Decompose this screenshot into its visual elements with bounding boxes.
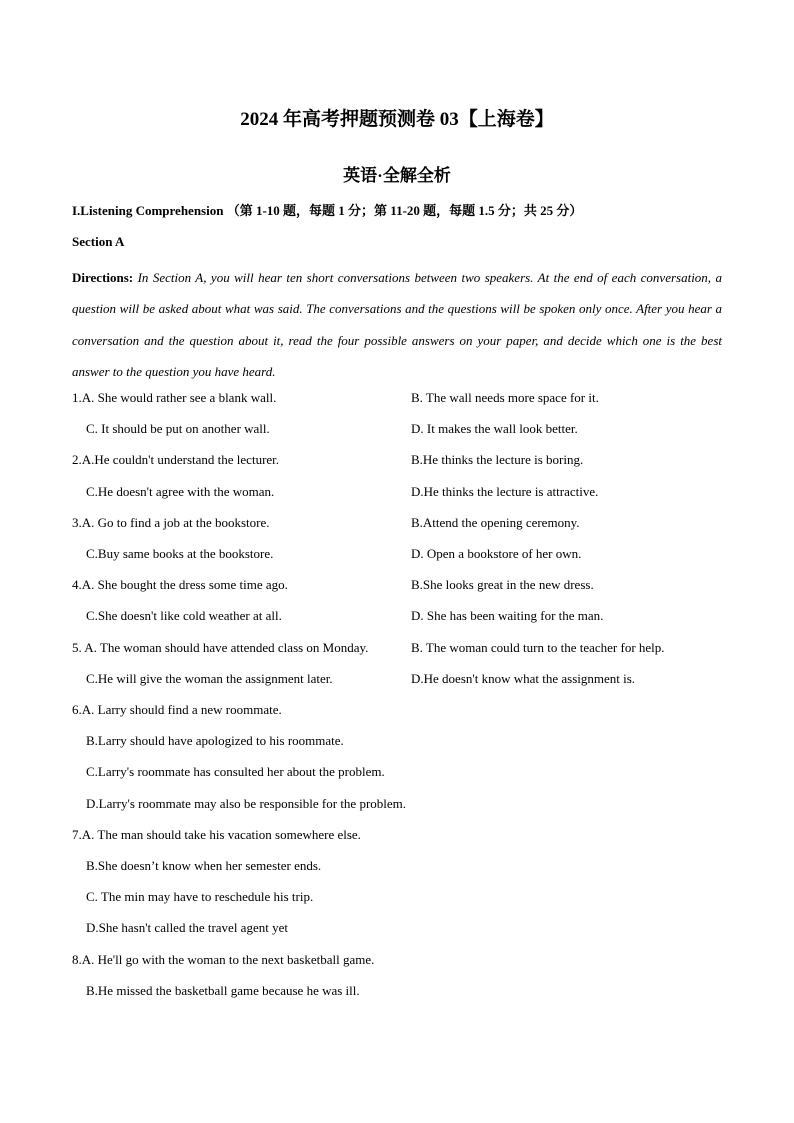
question-2-row-1 xyxy=(72,450,722,470)
document-title: 2024 年高考押题预测卷 03【上海卷】 xyxy=(240,109,554,130)
q7-option-c: C. The min may have to reschedule his trip. xyxy=(86,889,314,904)
question-2-row-2 xyxy=(72,482,722,502)
question-4-row-2 xyxy=(72,606,722,626)
question-6-option-d-row xyxy=(72,794,722,814)
question-3-row-1 xyxy=(72,513,722,533)
q5-option-a: 5. A. The woman should have attended class on Monday. xyxy=(72,640,369,655)
q4-option-d: D. She has been waiting for the man. xyxy=(411,608,604,623)
q1-option-a: 1.A. She would rather see a blank wall. xyxy=(72,390,277,405)
q5-option-d: D.He doesn't know what the assignment is. xyxy=(411,671,636,686)
q2-option-c: C.He doesn't agree with the woman. xyxy=(86,484,275,499)
question-8-option-a-row xyxy=(72,950,722,970)
q3-option-b: B.Attend the opening ceremony. xyxy=(411,515,580,530)
document-subtitle: 英语·全解全析 xyxy=(343,166,451,185)
question-3-row-2 xyxy=(72,544,722,564)
question-4-row-1 xyxy=(72,575,722,595)
question-1-row-1 xyxy=(72,388,722,408)
directions-paragraph xyxy=(72,262,722,387)
q5-option-c: C.He will give the woman the assignment later. xyxy=(86,671,333,686)
directions-label: Directions: xyxy=(72,270,134,285)
q7-option-d: D.She hasn't called the travel agent yet xyxy=(86,920,288,935)
q6-option-d: D.Larry's roommate may also be responsible for the problem. xyxy=(86,796,407,811)
q3-option-d: D. Open a bookstore of her own. xyxy=(411,546,582,561)
question-6-option-c-row xyxy=(72,762,722,782)
section-heading: Section A xyxy=(72,234,125,249)
q7-option-a: 7.A. The man should take his vacation somewhere else. xyxy=(72,827,361,842)
part-heading: I.Listening Comprehension （第 1-10 题，每题 1 分；第 11-20 题，每题 1.5 分；共 25 分） xyxy=(72,203,583,218)
question-6-option-a-row xyxy=(72,700,722,720)
q2-option-b: B.He thinks the lecture is boring. xyxy=(411,452,584,467)
q6-option-a: 6.A. Larry should find a new roommate. xyxy=(72,702,282,717)
q6-option-c: C.Larry's roommate has consulted her about the problem. xyxy=(86,764,385,779)
question-5-row-1 xyxy=(72,638,722,658)
directions-text: In Section A, you will hear ten short conversations between two speakers. At the end of each conversation, a question will be asked about what was said. The conversations and the questions will be spoken only once. After you hear a conversation and the question about it, read the four possible answers on your paper, and decide which one is the best answer to the question you have heard. xyxy=(72,270,722,379)
q6-option-b: B.Larry should have apologized to his roommate. xyxy=(86,733,344,748)
question-7-option-b-row xyxy=(72,856,722,876)
question-8-option-b-row xyxy=(72,981,722,1001)
q8-option-a: 8.A. He'll go with the woman to the next basketball game. xyxy=(72,952,375,967)
q4-option-b: B.She looks great in the new dress. xyxy=(411,577,594,592)
question-1-row-2 xyxy=(72,419,722,439)
q3-option-a: 3.A. Go to find a job at the bookstore. xyxy=(72,515,270,530)
q1-option-b: B. The wall needs more space for it. xyxy=(411,390,599,405)
question-5-row-2 xyxy=(72,669,722,689)
q4-option-c: C.She doesn't like cold weather at all. xyxy=(86,608,282,623)
question-7-option-d-row xyxy=(72,918,722,938)
q8-option-b: B.He missed the basketball game because he was ill. xyxy=(86,983,360,998)
q1-option-d: D. It makes the wall look better. xyxy=(411,421,578,436)
q3-option-c: C.Buy same books at the bookstore. xyxy=(86,546,274,561)
q7-option-b: B.She doesn’t know when her semester ends. xyxy=(86,858,322,873)
q1-option-c: C. It should be put on another wall. xyxy=(86,421,270,436)
q2-option-d: D.He thinks the lecture is attractive. xyxy=(411,484,599,499)
question-6-option-b-row xyxy=(72,731,722,751)
question-7-option-c-row xyxy=(72,887,722,907)
q2-option-a: 2.A.He couldn't understand the lecturer. xyxy=(72,452,280,467)
q5-option-b: B. The woman could turn to the teacher for help. xyxy=(411,640,665,655)
q4-option-a: 4.A. She bought the dress some time ago. xyxy=(72,577,288,592)
question-7-option-a-row xyxy=(72,825,722,845)
